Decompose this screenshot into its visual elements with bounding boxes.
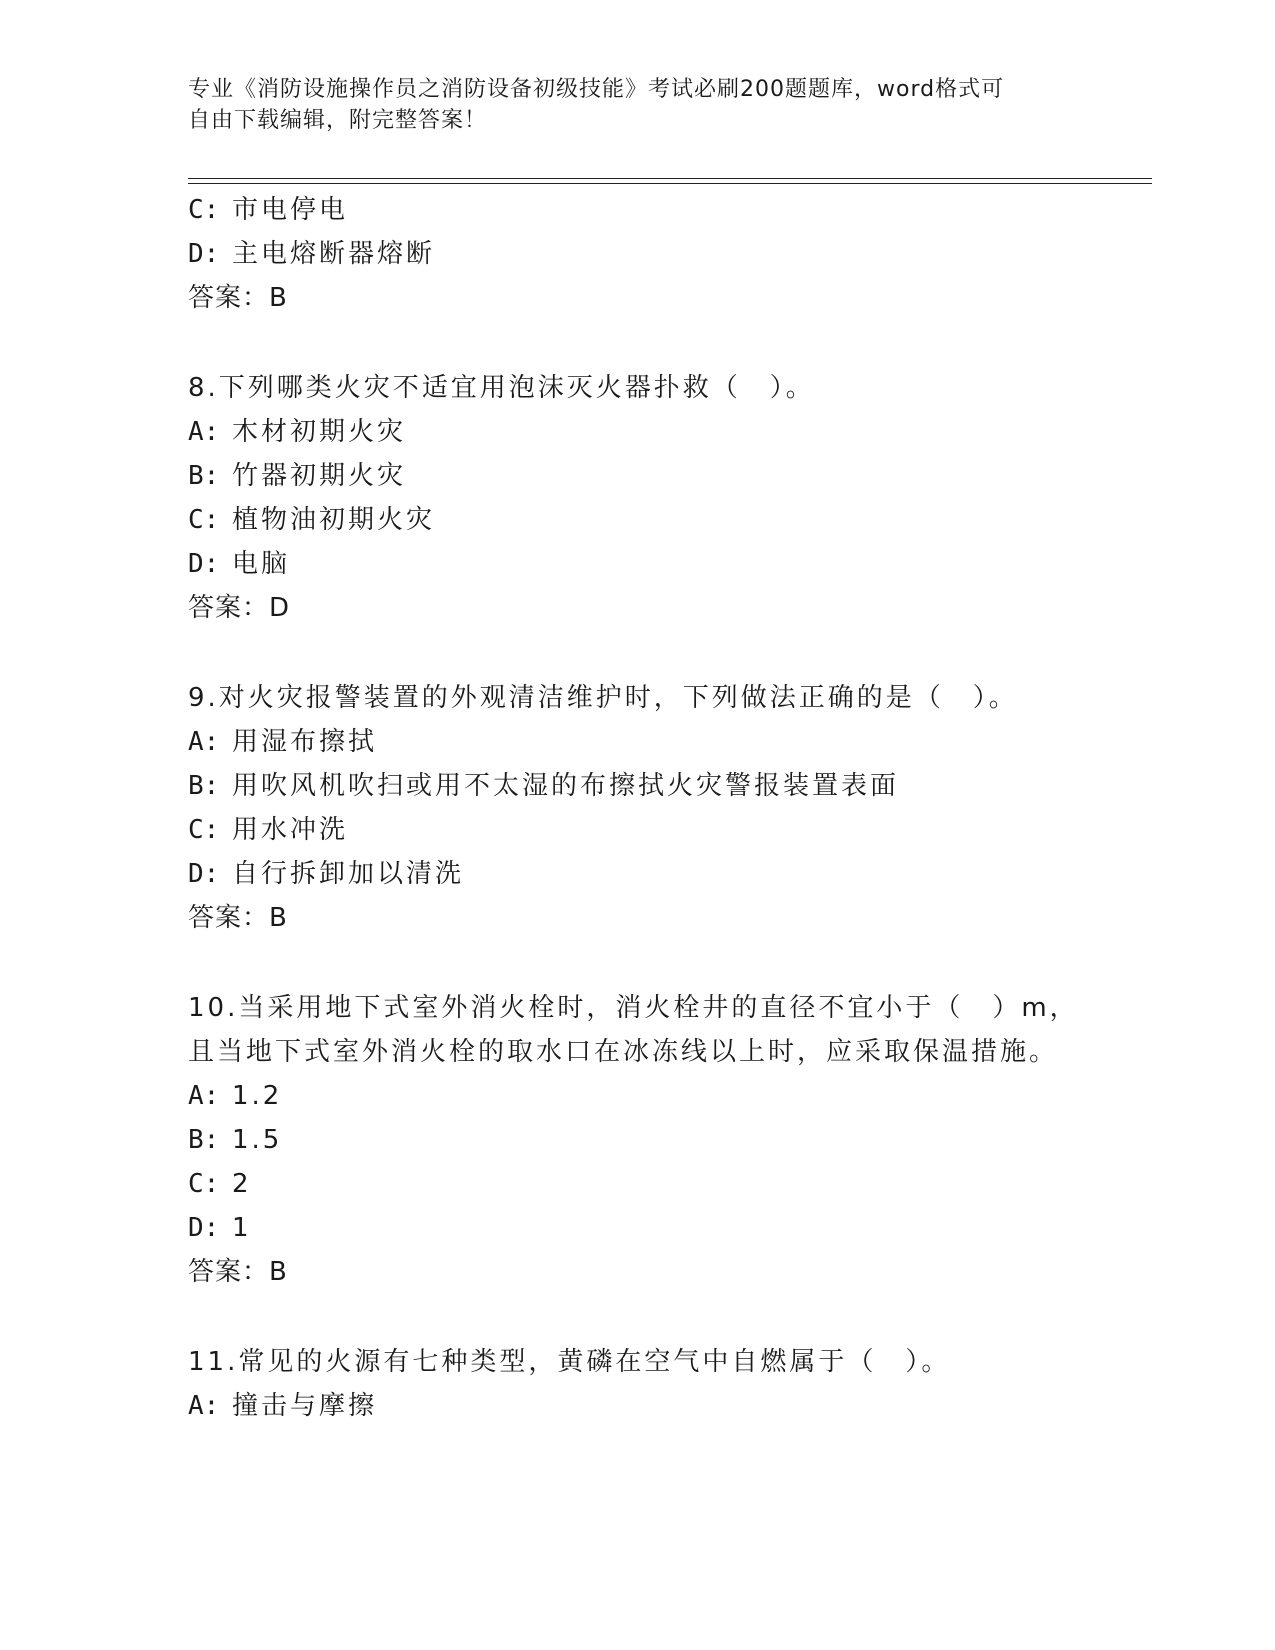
q9-option-a: A: 用湿布擦拭: [188, 727, 378, 757]
q8-option-c: C: 植物油初期火灾: [188, 505, 436, 535]
answer-value: B: [269, 283, 288, 313]
q8-option-b: B: 竹器初期火灾: [188, 461, 407, 491]
header-line-2: 自由下载编辑，附完整答案！: [188, 108, 488, 133]
q10-option-b: B: 1.5: [188, 1125, 283, 1155]
q10-option-d: D: 1: [188, 1213, 252, 1243]
q10-option-a: A: 1.2: [188, 1081, 283, 1111]
answer-label: 答案：: [188, 903, 270, 933]
answer-value: B: [269, 1257, 288, 1287]
q9-option-d: D: 自行拆卸加以清洗: [188, 859, 465, 889]
q10-option-c: C: 2: [188, 1169, 252, 1199]
q10-answer: [188, 1256, 288, 1288]
answer-label: 答案：: [188, 283, 270, 313]
q7-option-c: C: 市电停电: [188, 195, 349, 225]
answer-label: 答案：: [188, 1257, 270, 1287]
q9-option-c: C: 用水冲洗: [188, 815, 349, 845]
q10-stem-line-1: 10.当采用地下式室外消火栓时，消火栓井的直径不宜小于（ ）m，: [188, 993, 1079, 1023]
q8-option-a: A: 木材初期火灾: [188, 417, 407, 447]
q7-answer: [188, 282, 288, 314]
q8-option-d: D: 电脑: [188, 549, 291, 579]
q10-stem-line-2: 且当地下式室外消火栓的取水口在冰冻线以上时，应采取保温措施。: [188, 1037, 1059, 1067]
answer-label: 答案：: [188, 593, 270, 623]
q8-stem: 8.下列哪类火灾不适宜用泡沫灭火器扑救（ ）。: [188, 373, 815, 403]
q9-answer: [188, 902, 288, 934]
answer-value: D: [269, 593, 291, 623]
q7-option-d: D: 主电熔断器熔断: [188, 239, 436, 269]
q11-stem: 11.常见的火源有七种类型，黄磷在空气中自燃属于（ ）。: [188, 1347, 951, 1377]
document-header: [188, 74, 1088, 136]
header-line-1: 专业《消防设施操作员之消防设备初级技能》考试必刷200题题库，word格式可: [188, 77, 1005, 102]
q7-option-d-text: 主电熔断器熔断: [232, 239, 436, 269]
answer-value: B: [269, 903, 288, 933]
q7-option-c-text: 市电停电: [232, 195, 349, 225]
q9-stem: 9.对火灾报警装置的外观清洁维护时，下列做法正确的是（ ）。: [188, 683, 1018, 713]
q8-answer: [188, 592, 290, 624]
q9-option-b: B: 用吹风机吹扫或用不太湿的布擦拭火灾警报装置表面: [188, 771, 900, 801]
q11-option-a: A: 撞击与摩擦: [188, 1391, 378, 1421]
header-divider-top: [188, 178, 1152, 179]
header-divider-bottom: [188, 183, 1152, 184]
